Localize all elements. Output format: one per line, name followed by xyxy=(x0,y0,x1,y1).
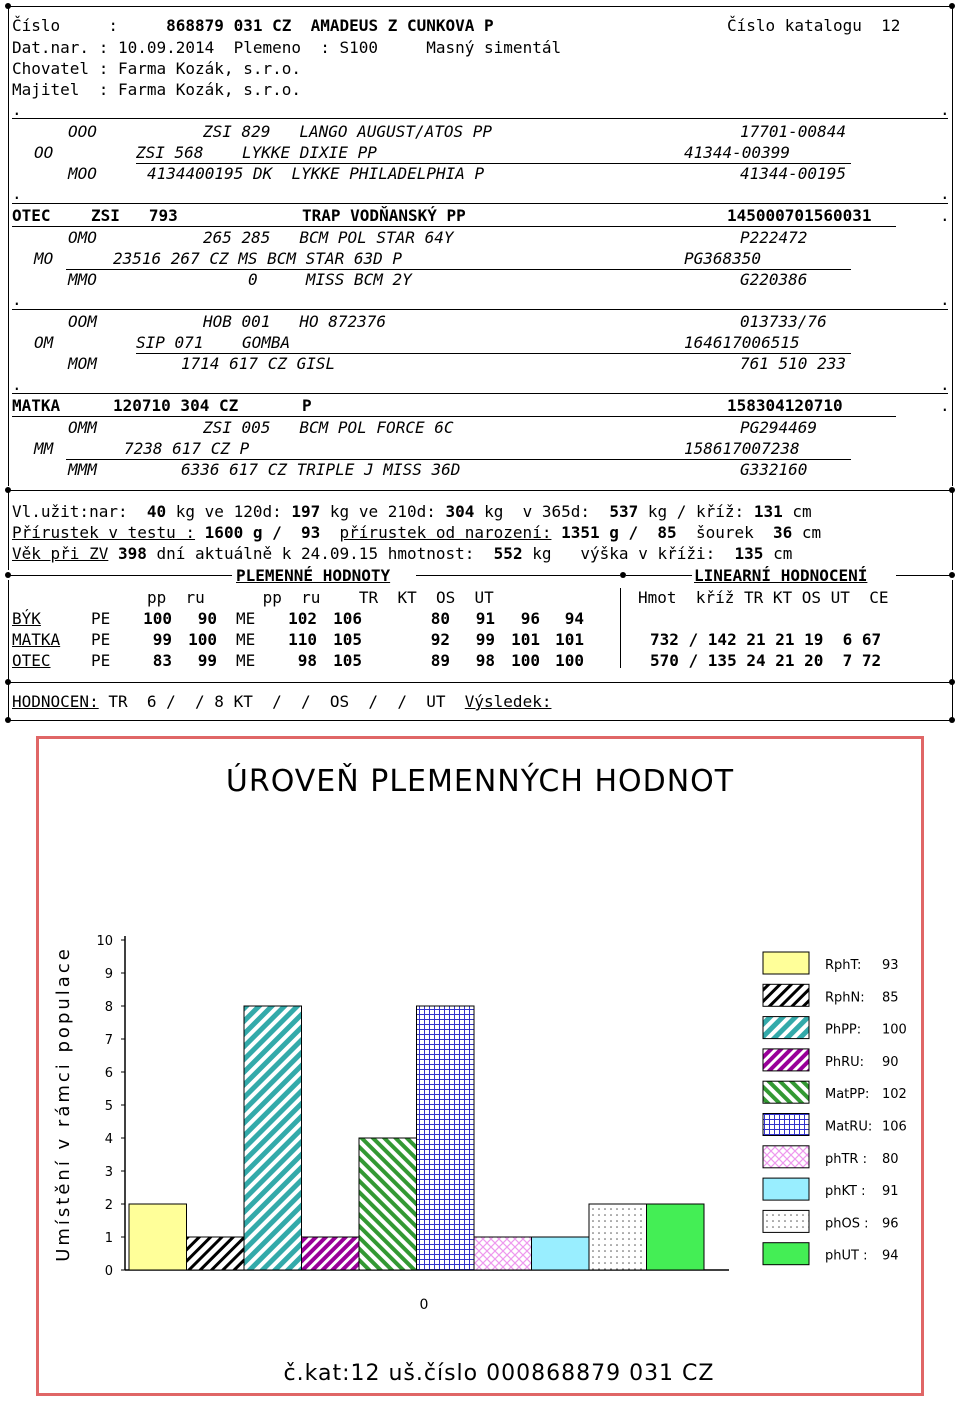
katalog: Číslo katalogu 12 xyxy=(727,16,901,35)
bv-me: ME xyxy=(236,651,256,670)
ped-otec: OTEC xyxy=(12,206,51,225)
y-tick-label: 3 xyxy=(104,1165,113,1180)
bv-pe: PE xyxy=(91,630,111,649)
ped-mo: MO xyxy=(34,249,54,268)
bv-kt: 99 xyxy=(475,630,495,649)
bar-phru xyxy=(302,1237,360,1270)
cislo-line: Číslo : 868879 031 CZ AMADEUS Z CUNKOVA P xyxy=(12,16,494,35)
bv-tr: 80 xyxy=(430,609,450,628)
bv-mpp: 110 xyxy=(288,630,317,649)
bv-ut: 94 xyxy=(564,609,584,628)
bv-mpp: 102 xyxy=(288,609,317,628)
ped-mmo: MMO xyxy=(68,270,97,289)
bv-ru: 100 xyxy=(188,630,217,649)
legend-label: phTR : xyxy=(825,1151,867,1167)
ped-oo: OO xyxy=(34,143,54,162)
bv-pp: 83 xyxy=(152,651,172,670)
breeding-header: pp ru pp ru TR KT OS UT xyxy=(147,588,494,607)
legend-swatch xyxy=(763,1178,809,1200)
y-tick-label: 2 xyxy=(104,1198,113,1213)
bv-ut: 100 xyxy=(555,651,584,670)
ped-oo-id: 41344-00399 xyxy=(684,143,790,162)
bv-pp: 99 xyxy=(152,630,172,649)
bv-row-label: BÝK xyxy=(12,609,41,628)
ped-omm: OMM xyxy=(68,418,97,437)
bv-ru: 90 xyxy=(197,609,217,628)
legend-label: MatPP: xyxy=(825,1087,870,1103)
bv-ru: 99 xyxy=(197,651,217,670)
legend-label: phUT : xyxy=(825,1248,868,1264)
y-tick-label: 7 xyxy=(104,1033,113,1048)
ped-omm-id: PG294469 xyxy=(740,418,818,437)
ped-moo-id: 41344-00195 xyxy=(740,164,846,183)
ped-mo-id: PG368350 xyxy=(684,249,762,268)
bar-phos xyxy=(589,1204,647,1270)
ped-mm-id: 158617007238 xyxy=(684,439,800,458)
bv-row-label: MATKA xyxy=(12,630,61,649)
legend-swatch xyxy=(763,1146,809,1168)
legend-swatch xyxy=(763,1081,809,1103)
ped-matka-num: 120710 304 CZ xyxy=(113,396,239,415)
hodnocen-line: HODNOCEN: TR 6 / / 8 KT / / OS / / UT Výsledek: xyxy=(12,692,552,711)
ped-mmm-id: G332160 xyxy=(740,460,808,479)
legend-label: phKT : xyxy=(825,1184,866,1200)
perf-line-2: Přírustek v testu : 1600 g / 93 přírustek od narození: 1351 g / 85 šourek 36 cm xyxy=(12,523,822,542)
legend-value: 80 xyxy=(882,1151,899,1167)
legend-swatch xyxy=(763,952,809,974)
linear-header: Hmot kříž TR KT OS UT CE xyxy=(638,588,889,607)
y-tick-label: 8 xyxy=(104,1000,113,1015)
bar-phkt xyxy=(532,1237,590,1270)
y-tick-label: 4 xyxy=(104,1132,113,1147)
bar-matpp xyxy=(359,1138,417,1270)
linear-title: LINEARNÍ HODNOCENÍ xyxy=(694,566,868,585)
legend-label: RphN: xyxy=(825,990,865,1006)
bv-kt: 91 xyxy=(475,609,495,628)
breeding-title: PLEMENNÉ HODNOTY xyxy=(236,566,391,585)
bv-kt: 98 xyxy=(475,651,495,670)
bar-phut xyxy=(647,1204,705,1270)
legend-swatch xyxy=(763,1017,809,1039)
bv-me: ME xyxy=(236,609,256,628)
bv-pe: PE xyxy=(91,651,111,670)
legend-value: 100 xyxy=(882,1022,907,1038)
chart-footer: č.kat:12 uš.číslo 000868879 031 CZ xyxy=(283,1361,715,1386)
legend-swatch xyxy=(763,1114,809,1136)
chovatel-line: Chovatel : Farma Kozák, s.r.o. xyxy=(12,59,301,78)
bar-matru xyxy=(417,1006,475,1270)
legend-value: 96 xyxy=(882,1216,899,1232)
chart-ylabel: Umístění v rámci populace xyxy=(53,946,74,1262)
legend-swatch xyxy=(763,984,809,1006)
bv-pe: PE xyxy=(91,609,111,628)
y-tick-label: 9 xyxy=(104,967,113,982)
legend-label: phOS : xyxy=(825,1216,869,1232)
bv-row-label: OTEC xyxy=(12,651,51,670)
ped-otec-name: TRAP VODŇANSKÝ PP xyxy=(302,206,466,225)
legend-swatch xyxy=(763,1049,809,1071)
legend-value: 91 xyxy=(882,1184,899,1200)
ped-mm: MM xyxy=(34,439,54,458)
legend-swatch xyxy=(763,1243,809,1265)
ped-omo-id: P222472 xyxy=(740,228,808,247)
y-tick-label: 5 xyxy=(104,1099,113,1114)
ped-matka-name: P xyxy=(302,396,312,415)
ped-oom: OOM xyxy=(68,312,97,331)
legend-swatch xyxy=(763,1210,809,1232)
legend-label: RphT: xyxy=(825,958,862,973)
legend-value: 85 xyxy=(882,990,899,1006)
bv-linear: 570 / 135 24 21 20 7 72 xyxy=(650,651,882,670)
ped-omo: OMO xyxy=(68,228,97,247)
ped-oom-id: 013733/76 xyxy=(740,312,827,331)
datnar-line: Dat.nar. : 10.09.2014 Plemeno : S100 Masný simentál xyxy=(12,38,562,57)
legend-value: 90 xyxy=(882,1054,899,1070)
bv-os: 101 xyxy=(511,630,540,649)
ped-matka-id: 158304120710 xyxy=(727,396,843,415)
majitel-line: Majitel : Farma Kozák, s.r.o. xyxy=(12,80,301,99)
legend-label: PhRU: xyxy=(825,1054,865,1070)
animal-name: AMADEUS Z CUNKOVA P xyxy=(310,16,494,35)
legend-value: 93 xyxy=(882,958,899,973)
legend-value: 102 xyxy=(882,1087,907,1103)
legend-label: PhPP: xyxy=(825,1022,862,1038)
ped-mom-id: 761 510 233 xyxy=(740,354,846,373)
bv-pp: 100 xyxy=(143,609,172,628)
bv-os: 96 xyxy=(520,609,540,628)
bar-phtr xyxy=(474,1237,532,1270)
y-tick-label: 6 xyxy=(104,1066,113,1081)
bv-ut: 101 xyxy=(555,630,584,649)
bv-mru: 105 xyxy=(333,651,362,670)
y-tick-label: 10 xyxy=(96,934,113,949)
bv-os: 100 xyxy=(511,651,540,670)
bv-tr: 92 xyxy=(430,630,450,649)
perf-line-3: Věk při ZV 398 dní aktuálně k 24.09.15 hmotnost: 552 kg výška v kříži: 135 cm xyxy=(12,544,793,563)
bar-phpp xyxy=(244,1006,302,1270)
bv-mru: 105 xyxy=(333,630,362,649)
ped-ooo-id: 17701-00844 xyxy=(740,122,846,141)
bv-me: ME xyxy=(236,630,256,649)
bv-tr: 89 xyxy=(430,651,450,670)
bv-mru: 106 xyxy=(333,609,362,628)
ped-mmm: MMM xyxy=(68,460,97,479)
breeding-value-chart xyxy=(39,739,921,1393)
ped-mmo-id: G220386 xyxy=(740,270,808,289)
ped-ooo: OOO xyxy=(68,122,97,141)
perf-line-1: Vl.užit:nar: 40 kg ve 120d: 197 kg ve 210d: 304 kg v 365d: 537 kg / kříž: 131 cm xyxy=(12,502,812,521)
bar-rphn xyxy=(187,1237,245,1270)
ped-om: OM xyxy=(34,333,54,352)
bv-linear: 732 / 142 21 21 19 6 67 xyxy=(650,630,882,649)
chart-title: ÚROVEŇ PLEMENNÝCH HODNOT xyxy=(225,764,735,799)
bv-mpp: 98 xyxy=(297,651,317,670)
ped-mom: MOM xyxy=(68,354,97,373)
ped-matka: MATKA xyxy=(12,396,61,415)
legend-value: 106 xyxy=(882,1119,907,1135)
cislo-value: 868879 031 CZ xyxy=(166,16,292,35)
chart-xlabel: 0 xyxy=(419,1297,429,1313)
legend-value: 94 xyxy=(882,1248,899,1264)
y-tick-label: 0 xyxy=(104,1264,113,1279)
ped-om-id: 164617006515 xyxy=(684,333,800,352)
bar-rpht xyxy=(129,1204,187,1270)
legend-label: MatRU: xyxy=(825,1119,873,1135)
ped-otec-id: 145000701560031 xyxy=(727,206,872,225)
y-tick-label: 1 xyxy=(104,1231,113,1246)
ped-moo: MOO xyxy=(68,164,97,183)
